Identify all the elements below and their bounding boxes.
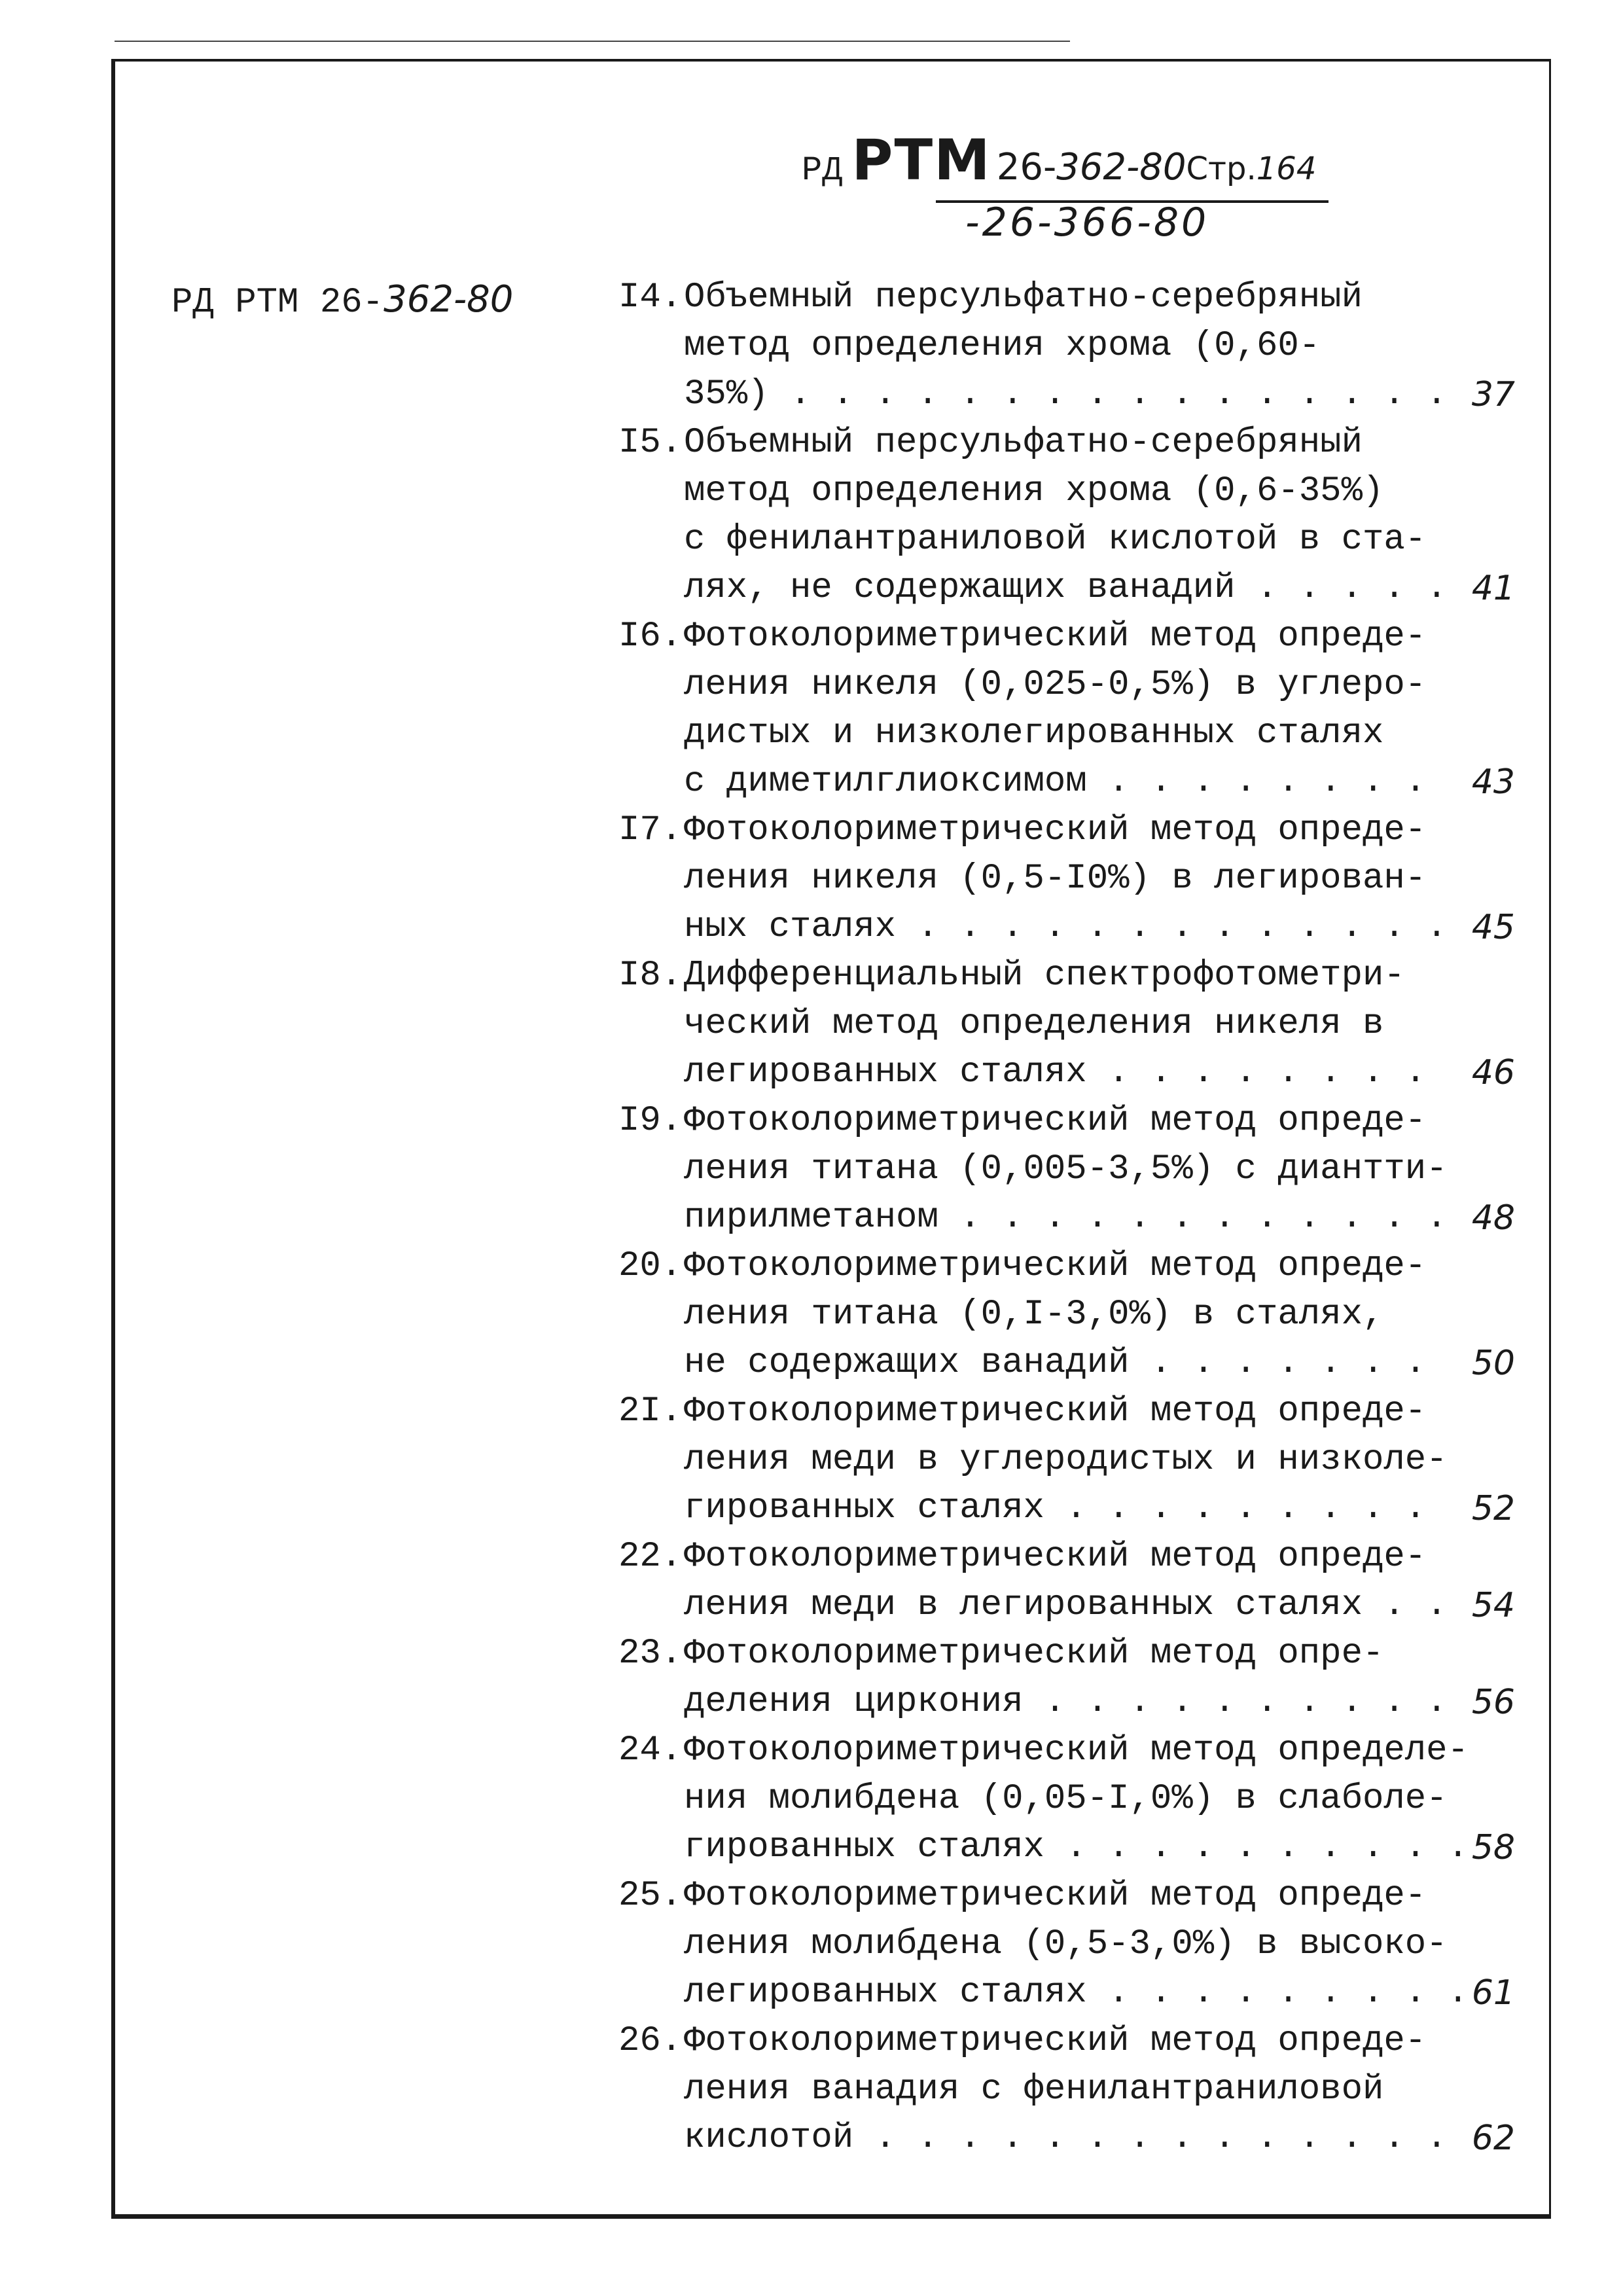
toc-entry-page-number: 61 [1471,1973,1515,2013]
toc-entry-last-line [684,1969,1515,2017]
document-header [802,128,1317,245]
toc-entry-page-number: 45 [1471,908,1515,947]
toc-entry-number: I4. [618,278,683,317]
toc-entry-number: 22. [618,1537,683,1577]
toc-entry-line: Фотоколориметрический метод опреде- [684,1876,1427,1916]
left-document-label [171,278,513,323]
left-label-prefix: РД РТМ 26- [171,283,384,323]
toc-entry-page-number: 58 [1471,1828,1515,1867]
header-page-number: 164 [1256,151,1317,187]
toc-entry-number: 23. [618,1634,683,1674]
toc-entry-line: с фенилантраниловой кислотой в ста- [684,520,1427,560]
toc-entry-leader-text: 35%) . . . . . . . . . . . . . . . . [684,374,1448,414]
header-code-handwritten: 362-80 [1056,146,1186,188]
toc-entry-page-number: 48 [1471,1198,1515,1238]
toc-entry [618,1727,1515,1872]
header-page-label: Стр. [1186,151,1257,187]
toc-entry-number: I7. [618,810,683,850]
toc-entry-last-line [684,1484,1515,1533]
header-code [997,146,1186,188]
toc-entry-page-number: 41 [1471,569,1515,608]
toc-entry [618,952,1515,1097]
toc-entry [618,806,1515,952]
toc-entry-last-line [684,1823,1515,1872]
toc-entry-leader-text: ных сталях . . . . . . . . . . . . . [684,907,1448,947]
toc-entry-line: Фотоколориметрический метод опреде- [684,1537,1427,1577]
toc-entry-leader-text: лях, не содержащих ванадий . . . . . [684,568,1448,608]
toc-entry-line: ния молибдена (0,05-I,0%) в слаболе- [684,1779,1448,1819]
toc-entry-page-number: 37 [1471,375,1515,414]
toc-entry-number: I6. [618,617,683,656]
toc-entry [618,419,1515,613]
left-label-handwritten: 362-80 [383,278,514,321]
toc-entry-page-number: 50 [1471,1344,1515,1383]
toc-entry-number: 26. [618,2021,683,2061]
toc-entry-line: ления молибдена (0,5-3,0%) в высоко- [684,1924,1448,1964]
toc-entry-page-number: 54 [1471,1586,1515,1625]
toc-entry-leader-text: легированных сталях . . . . . . . . . [684,1973,1469,2013]
toc-entry-number: I9. [618,1101,683,1141]
toc-entry-number: I8. [618,956,683,996]
toc-entry-line: ления меди в углеродистых и низколе- [684,1440,1448,1480]
toc-entry-line: ления титана (0,005-3,5%) с диантти- [684,1149,1448,1189]
toc-entry-last-line [684,758,1515,806]
toc-entry-line: Фотоколориметрический метод опре- [684,1634,1384,1674]
toc-entry-last-line [684,1678,1515,1727]
toc-entry-leader-text: ления меди в легированных сталях . . [684,1585,1448,1625]
toc-entry-number: I5. [618,423,683,463]
toc-entry-page-number: 56 [1471,1683,1515,1722]
toc-entry [618,1533,1515,1630]
toc-entry-line: Фотоколориметрический метод опреде- [684,617,1427,656]
header-rule [936,200,1329,203]
toc-entry-line: ческий метод определения никеля в [684,1004,1384,1044]
toc-entry [618,613,1515,806]
toc-entry-line: метод определения хрома (0,60- [684,326,1321,366]
header-rd: РД [802,151,843,190]
toc-entry-last-line [684,1581,1515,1630]
toc-entry [618,1630,1515,1727]
toc-entry-last-line [684,370,1515,419]
toc-entry-leader-text: не содержащих ванадий . . . . . . . [684,1343,1427,1383]
toc-entry-last-line [684,1194,1515,1242]
toc-entry [618,1388,1515,1533]
toc-entry-line: Фотоколориметрический метод опреде- [684,1101,1427,1141]
toc-entry-last-line [684,1049,1515,1097]
scan-edge-line [115,41,1070,42]
header-rtm: РТМ [851,128,991,193]
toc-entry-line: Фотоколориметрический метод опреде- [684,2021,1427,2061]
toc-entry-line: Объемный персульфатно-серебряный [684,423,1363,463]
header-code-prefix: 26- [996,146,1057,188]
toc-entry-line: Дифференциальный спектрофотометри- [684,956,1405,996]
toc-entry-last-line [684,564,1515,613]
toc-entry-leader-text: с диметилглиоксимом . . . . . . . . [684,762,1427,802]
toc-entry-line: ления никеля (0,025-0,5%) в углеро- [684,665,1427,705]
toc-entry-page-number: 62 [1471,2119,1515,2158]
toc-entry [618,274,1515,419]
toc-entry-leader-text: гированных сталях . . . . . . . . . . [684,1827,1469,1867]
toc-entry-last-line [684,1339,1515,1388]
toc-entry [618,1242,1515,1388]
toc-entry-number: 24. [618,1731,683,1770]
toc-entry-last-line [684,2114,1515,2162]
toc-entry-number: 2I. [618,1391,683,1431]
toc-entry-leader-text: легированных сталях . . . . . . . . [684,1052,1427,1092]
toc-entry-leader-text: гированных сталях . . . . . . . . . [684,1488,1427,1528]
toc-entry-page-number: 43 [1471,762,1515,802]
toc-entry-page-number: 46 [1471,1053,1515,1092]
toc-entry-leader-text: пирилметаном . . . . . . . . . . . . [684,1198,1448,1238]
toc-entry [618,2017,1515,2162]
toc-entry-leader-text: деления циркония . . . . . . . . . . [684,1682,1448,1722]
table-of-contents [618,274,1515,2162]
toc-entry-line: ления титана (0,I-3,0%) в сталях, [684,1295,1384,1335]
toc-entry-line: Фотоколориметрический метод опреде- [684,1246,1427,1286]
toc-entry-line: Фотоколориметрический метод опреде- [684,810,1427,850]
toc-entry [618,1872,1515,2017]
toc-entry-number: 20. [618,1246,683,1286]
toc-entry-line: ления никеля (0,5-I0%) в легирован- [684,859,1427,899]
toc-entry-line: Фотоколориметрический метод определе- [684,1731,1469,1770]
toc-entry [618,1097,1515,1242]
toc-entry-line: Объемный персульфатно-серебряный [684,278,1363,317]
header-second-code: -26-366-80 [965,200,1209,245]
toc-entry-leader-text: кислотой . . . . . . . . . . . . . . [684,2118,1448,2158]
toc-entry-last-line [684,903,1515,952]
toc-entry-line: дистых и низколегированных сталях [684,713,1384,753]
toc-entry-line: метод определения хрома (0,6-35%) [684,471,1384,511]
toc-entry-page-number: 52 [1471,1489,1515,1528]
toc-entry-number: 25. [618,1876,683,1916]
toc-entry-line: ления ванадия с фенилантраниловой [684,2070,1384,2109]
toc-entry-line: Фотоколориметрический метод опреде- [684,1391,1427,1431]
